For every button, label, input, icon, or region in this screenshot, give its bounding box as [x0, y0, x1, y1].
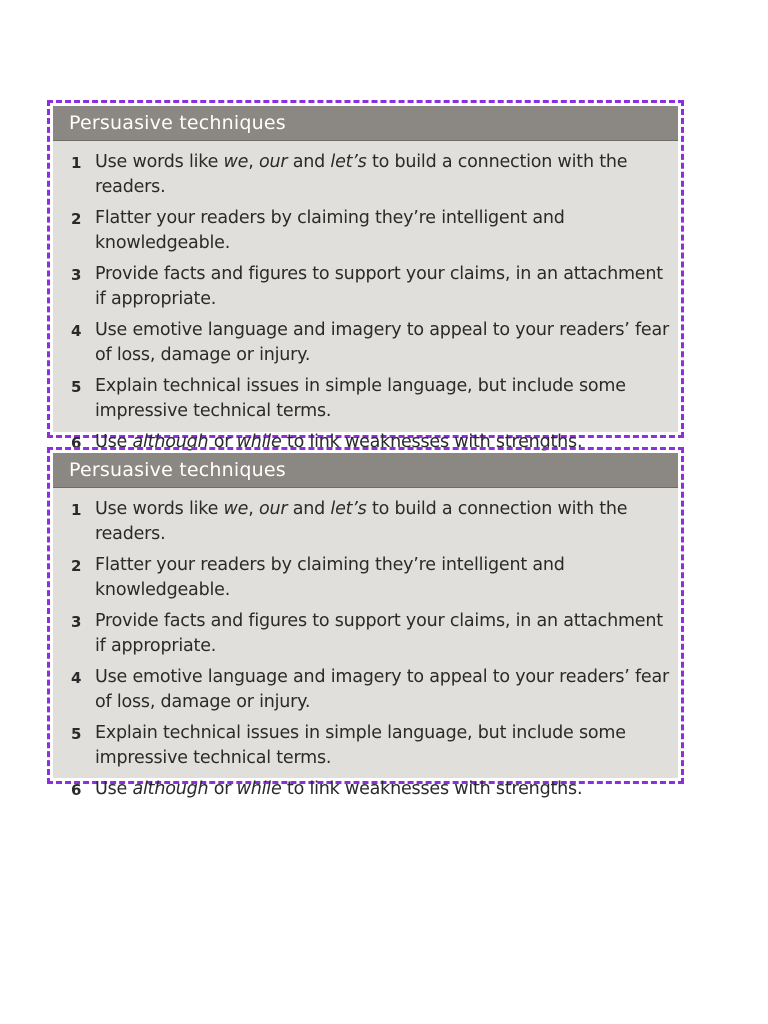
item-number: 2: [71, 210, 82, 228]
technique-list: [53, 497, 678, 808]
card-title: Persuasive techniques: [69, 459, 286, 481]
item-number: 3: [71, 266, 82, 284]
list-item: 4 Use emotive language and imagery to appeal to your readers’ fear of loss, damage or injury.: [71, 320, 670, 365]
list-item: 2 Flatter your readers by claiming they’re intelligent and knowledgeable.: [71, 208, 565, 253]
card-title: Persuasive techniques: [69, 112, 286, 134]
list-item: 5 Explain technical issues in simple language, but include some impressive technical terms.: [71, 376, 626, 421]
item-number: 1: [71, 154, 82, 172]
item-number: 3: [71, 613, 82, 631]
item-number: 4: [71, 669, 82, 687]
persuasive-techniques-card: [47, 100, 684, 452]
item-number: 1: [71, 501, 82, 519]
item-number: 6: [71, 781, 82, 799]
list-item: 3 Provide facts and figures to support your claims, in an attachment if appropriate.: [71, 611, 663, 656]
card-body: [53, 106, 678, 452]
item-number: 5: [71, 725, 82, 743]
list-item: 3 Provide facts and figures to support your claims, in an attachment if appropriate.: [71, 264, 663, 309]
item-number: 5: [71, 378, 82, 396]
item-number: 2: [71, 557, 82, 575]
card-body: [53, 453, 678, 799]
technique-list: [53, 150, 678, 461]
card-header: [53, 106, 678, 141]
persuasive-techniques-card: [47, 447, 684, 799]
list-item: 1 Use words like we, our and let’s to build a connection with the readers.: [71, 152, 628, 197]
item-number: 6: [71, 434, 82, 452]
card-header: [53, 453, 678, 488]
list-item: 2 Flatter your readers by claiming they’re intelligent and knowledgeable.: [71, 555, 565, 600]
list-item: 6 Use although or while to link weaknesses with strengths.: [53, 777, 678, 802]
item-number: 4: [71, 322, 82, 340]
list-item: 6 Use although or while to link weaknesses with strengths.: [53, 430, 678, 455]
list-item: 5 Explain technical issues in simple language, but include some impressive technical terms.: [71, 723, 626, 768]
list-item: 1 Use words like we, our and let’s to build a connection with the readers.: [71, 499, 628, 544]
list-item: 4 Use emotive language and imagery to appeal to your readers’ fear of loss, damage or injury.: [71, 667, 670, 712]
